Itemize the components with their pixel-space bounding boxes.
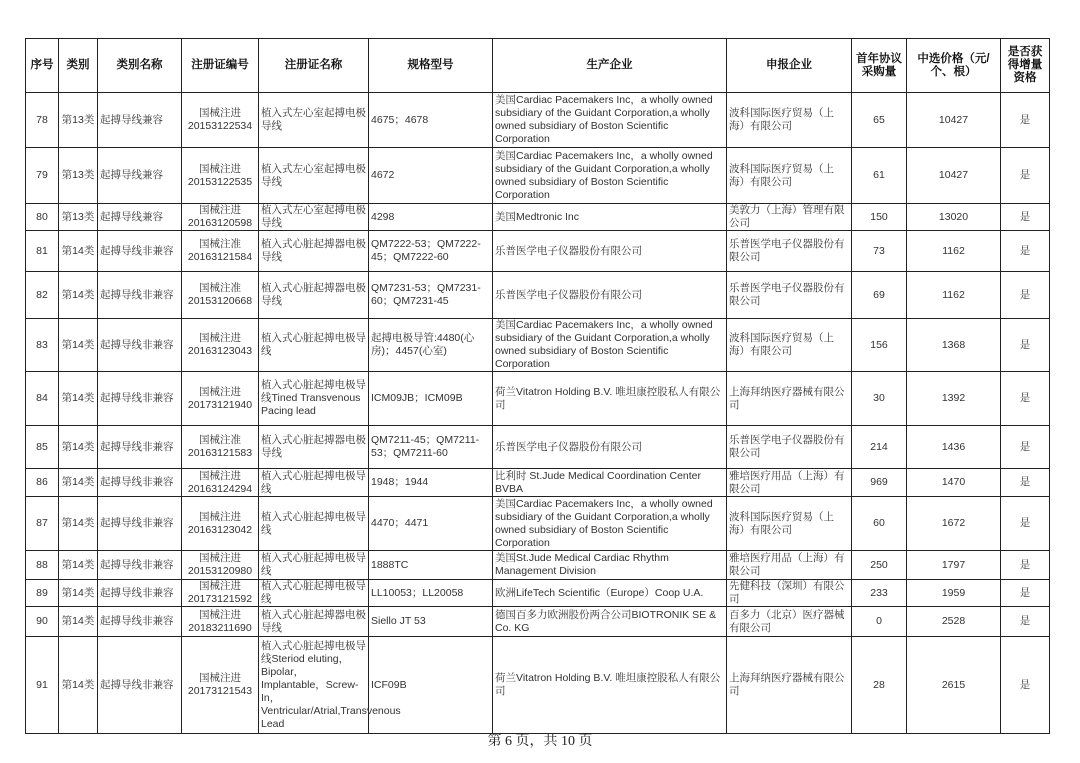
cell-category: 第14类 (59, 231, 98, 272)
cell-model: ICF09B (369, 637, 493, 734)
cell-increment-qualified: 是 (1001, 93, 1050, 148)
cell-reg-number: 国械注进 20173121543 (182, 637, 259, 734)
cell-reg-number: 国械注进 20163124294 (182, 469, 259, 497)
cell-category: 第14类 (59, 551, 98, 580)
cell-reg-number: 国械注进 20163123043 (182, 319, 259, 372)
cell-first-year-volume: 0 (852, 607, 907, 637)
cell-index: 87 (26, 497, 59, 551)
cell-category: 第14类 (59, 426, 98, 469)
cell-reg-number: 国械注进 20173121592 (182, 580, 259, 607)
table-row (26, 580, 1050, 607)
cell-reg-name: 植入式左心室起搏电极导线 (259, 148, 369, 204)
cell-manufacturer: 荷兰Vitatron Holding B.V. 唯坦康控股私人有限公司 (493, 637, 727, 734)
cell-index: 83 (26, 319, 59, 372)
table-row (26, 93, 1050, 148)
cell-increment-qualified: 是 (1001, 319, 1050, 372)
cell-price: 1392 (907, 372, 1001, 426)
cell-increment-qualified: 是 (1001, 204, 1050, 231)
cell-first-year-volume: 156 (852, 319, 907, 372)
cell-first-year-volume: 30 (852, 372, 907, 426)
cell-price: 1672 (907, 497, 1001, 551)
cell-category-name: 起搏导线非兼容 (98, 319, 182, 372)
cell-model: 1948；1944 (369, 469, 493, 497)
header-row (26, 39, 1050, 93)
cell-model: 4672 (369, 148, 493, 204)
cell-category: 第14类 (59, 272, 98, 319)
cell-first-year-volume: 233 (852, 580, 907, 607)
header-first-year-volume: 首年协议采购量 (852, 39, 907, 93)
cell-applicant: 雅培医疗用品（上海）有限公司 (727, 469, 852, 497)
cell-index: 79 (26, 148, 59, 204)
cell-model: 4470；4471 (369, 497, 493, 551)
cell-category-name: 起搏导线非兼容 (98, 637, 182, 734)
cell-first-year-volume: 969 (852, 469, 907, 497)
cell-reg-name: 植入式心脏起搏电极导线 (259, 497, 369, 551)
cell-price: 2528 (907, 607, 1001, 637)
cell-reg-number: 国械注准 20163121583 (182, 426, 259, 469)
cell-first-year-volume: 69 (852, 272, 907, 319)
cell-category-name: 起搏导线非兼容 (98, 272, 182, 319)
cell-applicant: 波科国际医疗贸易（上海）有限公司 (727, 319, 852, 372)
cell-category: 第13类 (59, 148, 98, 204)
cell-increment-qualified: 是 (1001, 637, 1050, 734)
header-model: 规格型号 (369, 39, 493, 93)
cell-index: 82 (26, 272, 59, 319)
cell-increment-qualified: 是 (1001, 469, 1050, 497)
cell-category-name: 起搏导线非兼容 (98, 372, 182, 426)
table-row (26, 204, 1050, 231)
header-manufacturer: 生产企业 (493, 39, 727, 93)
table-row (26, 497, 1050, 551)
cell-price: 2615 (907, 637, 1001, 734)
cell-category: 第14类 (59, 319, 98, 372)
cell-manufacturer: 乐普医学电子仪器股份有限公司 (493, 426, 727, 469)
cell-reg-number: 国械注进 20153120980 (182, 551, 259, 580)
cell-model: Siello JT 53 (369, 607, 493, 637)
table-row (26, 426, 1050, 469)
cell-reg-number: 国械注进 20153122535 (182, 148, 259, 204)
cell-increment-qualified: 是 (1001, 148, 1050, 204)
cell-manufacturer: 美国Cardiac Pacemakers Inc，a wholly owned subsidiary of the Guidant Corporation,a wholly owned subsidiary of Boston Scientific Corporation (493, 319, 727, 372)
cell-model: QM7231-53；QM7231-60；QM7231-45 (369, 272, 493, 319)
cell-category: 第13类 (59, 93, 98, 148)
cell-applicant: 波科国际医疗贸易（上海）有限公司 (727, 148, 852, 204)
cell-category-name: 起搏导线非兼容 (98, 497, 182, 551)
cell-category: 第14类 (59, 607, 98, 637)
table-row (26, 272, 1050, 319)
cell-index: 85 (26, 426, 59, 469)
cell-index: 81 (26, 231, 59, 272)
table-row (26, 637, 1050, 734)
cell-index: 88 (26, 551, 59, 580)
cell-first-year-volume: 61 (852, 148, 907, 204)
table-row (26, 607, 1050, 637)
cell-reg-name: 植入式心脏起搏电极导线 (259, 551, 369, 580)
cell-category: 第14类 (59, 637, 98, 734)
cell-applicant: 雅培医疗用品（上海）有限公司 (727, 551, 852, 580)
header-reg-name: 注册证名称 (259, 39, 369, 93)
cell-model: 1888TC (369, 551, 493, 580)
cell-model: LL10053；LL20058 (369, 580, 493, 607)
cell-reg-name: 植入式心脏起搏电极导线 (259, 469, 369, 497)
procurement-table (25, 38, 1050, 734)
cell-applicant: 上海拜纳医疗器械有限公司 (727, 372, 852, 426)
cell-reg-number: 国械注进 20163120598 (182, 204, 259, 231)
cell-manufacturer: 乐普医学电子仪器股份有限公司 (493, 272, 727, 319)
cell-reg-number: 国械注准 20163121584 (182, 231, 259, 272)
cell-applicant: 百多力（北京）医疗器械有限公司 (727, 607, 852, 637)
cell-increment-qualified: 是 (1001, 580, 1050, 607)
cell-reg-name: 植入式心脏起搏器电极导线 (259, 607, 369, 637)
cell-price: 1368 (907, 319, 1001, 372)
cell-manufacturer: 比利时 St.Jude Medical Coordination Center BVBA (493, 469, 727, 497)
cell-category: 第14类 (59, 372, 98, 426)
cell-category: 第14类 (59, 469, 98, 497)
cell-increment-qualified: 是 (1001, 372, 1050, 426)
cell-index: 89 (26, 580, 59, 607)
cell-increment-qualified: 是 (1001, 231, 1050, 272)
cell-applicant: 波科国际医疗贸易（上海）有限公司 (727, 497, 852, 551)
cell-price: 10427 (907, 148, 1001, 204)
cell-first-year-volume: 250 (852, 551, 907, 580)
cell-applicant: 乐普医学电子仪器股份有限公司 (727, 231, 852, 272)
cell-category-name: 起搏导线非兼容 (98, 426, 182, 469)
header-price: 中选价格（元/个、根） (907, 39, 1001, 93)
cell-category-name: 起搏导线兼容 (98, 204, 182, 231)
cell-first-year-volume: 60 (852, 497, 907, 551)
cell-first-year-volume: 28 (852, 637, 907, 734)
cell-model: QM7211-45；QM7211-53；QM7211-60 (369, 426, 493, 469)
cell-applicant: 乐普医学电子仪器股份有限公司 (727, 272, 852, 319)
cell-manufacturer: 美国Medtronic Inc (493, 204, 727, 231)
header-index: 序号 (26, 39, 59, 93)
cell-reg-name: 植入式左心室起搏电极导线 (259, 93, 369, 148)
cell-price: 1436 (907, 426, 1001, 469)
cell-model: ICM09JB；ICM09B (369, 372, 493, 426)
cell-reg-name: 植入式心脏起搏器电极导线 (259, 272, 369, 319)
header-applicant: 申报企业 (727, 39, 852, 93)
cell-reg-number: 国械注准 20153120668 (182, 272, 259, 319)
cell-manufacturer: 乐普医学电子仪器股份有限公司 (493, 231, 727, 272)
cell-reg-name: 植入式左心室起搏电极导线 (259, 204, 369, 231)
cell-reg-name: 植入式心脏起搏电极导线Steriod eluting，Bipolar，Implantable，Screw-In，Ventricular/Atrial,Transvenous Lead (259, 637, 369, 734)
cell-manufacturer: 欧洲LifeTech Scientific（Europe）Coop U.A. (493, 580, 727, 607)
cell-index: 80 (26, 204, 59, 231)
cell-price: 1959 (907, 580, 1001, 607)
cell-price: 1797 (907, 551, 1001, 580)
cell-reg-name: 植入式心脏起搏器电极导线 (259, 426, 369, 469)
cell-reg-name: 植入式心脏起搏电极导线 (259, 319, 369, 372)
cell-category-name: 起搏导线非兼容 (98, 231, 182, 272)
header-category-name: 类别名称 (98, 39, 182, 93)
cell-price: 10427 (907, 93, 1001, 148)
cell-price: 1162 (907, 272, 1001, 319)
cell-index: 84 (26, 372, 59, 426)
cell-applicant: 上海拜纳医疗器械有限公司 (727, 637, 852, 734)
header-reg-number: 注册证编号 (182, 39, 259, 93)
cell-index: 86 (26, 469, 59, 497)
cell-reg-number: 国械注进 20183211690 (182, 607, 259, 637)
cell-reg-number: 国械注进 20163123042 (182, 497, 259, 551)
cell-model: QM7222-53；QM7222-45；QM7222-60 (369, 231, 493, 272)
table-row (26, 469, 1050, 497)
cell-price: 13020 (907, 204, 1001, 231)
cell-index: 91 (26, 637, 59, 734)
cell-applicant: 波科国际医疗贸易（上海）有限公司 (727, 93, 852, 148)
cell-index: 90 (26, 607, 59, 637)
cell-reg-name: 植入式心脏起搏电极导线Tined Transvenous Pacing lead (259, 372, 369, 426)
cell-increment-qualified: 是 (1001, 272, 1050, 319)
cell-applicant: 先健科技（深圳）有限公司 (727, 580, 852, 607)
cell-applicant: 乐普医学电子仪器股份有限公司 (727, 426, 852, 469)
cell-reg-number: 国械注进 20173121940 (182, 372, 259, 426)
header-increment-qualified: 是否获得增量资格 (1001, 39, 1050, 93)
cell-reg-name: 植入式心脏起搏电极导线 (259, 580, 369, 607)
cell-price: 1470 (907, 469, 1001, 497)
cell-model: 起搏电极导管:4480(心房)；4457(心室) (369, 319, 493, 372)
cell-manufacturer: 荷兰Vitatron Holding B.V. 唯坦康控股私人有限公司 (493, 372, 727, 426)
header-category: 类别 (59, 39, 98, 93)
cell-category-name: 起搏导线兼容 (98, 93, 182, 148)
cell-first-year-volume: 150 (852, 204, 907, 231)
cell-applicant: 美敦力（上海）管理有限公司 (727, 204, 852, 231)
cell-price: 1162 (907, 231, 1001, 272)
cell-reg-name: 植入式心脏起搏器电极导线 (259, 231, 369, 272)
cell-category: 第13类 (59, 204, 98, 231)
cell-category: 第14类 (59, 497, 98, 551)
table-row (26, 372, 1050, 426)
cell-increment-qualified: 是 (1001, 551, 1050, 580)
cell-manufacturer: 德国百多力欧洲股份两合公司BIOTRONIK SE & Co. KG (493, 607, 727, 637)
page-footer: 第 6 页，共 10 页 (487, 734, 593, 749)
cell-model: 4298 (369, 204, 493, 231)
cell-category: 第14类 (59, 580, 98, 607)
cell-first-year-volume: 73 (852, 231, 907, 272)
cell-manufacturer: 美国Cardiac Pacemakers Inc，a wholly owned subsidiary of the Guidant Corporation,a wholly owned subsidiary of Boston Scientific Corporation (493, 93, 727, 148)
table-row (26, 148, 1050, 204)
cell-increment-qualified: 是 (1001, 497, 1050, 551)
cell-manufacturer: 美国Cardiac Pacemakers Inc，a wholly owned subsidiary of the Guidant Corporation,a wholly owned subsidiary of Boston Scientific Corporation (493, 497, 727, 551)
cell-category-name: 起搏导线非兼容 (98, 469, 182, 497)
cell-first-year-volume: 214 (852, 426, 907, 469)
table-row (26, 551, 1050, 580)
cell-first-year-volume: 65 (852, 93, 907, 148)
table-row (26, 231, 1050, 272)
cell-category-name: 起搏导线非兼容 (98, 551, 182, 580)
cell-category-name: 起搏导线兼容 (98, 148, 182, 204)
cell-category-name: 起搏导线非兼容 (98, 607, 182, 637)
cell-increment-qualified: 是 (1001, 607, 1050, 637)
cell-category-name: 起搏导线非兼容 (98, 580, 182, 607)
cell-model: 4675；4678 (369, 93, 493, 148)
table-row (26, 319, 1050, 372)
cell-manufacturer: 美国Cardiac Pacemakers Inc，a wholly owned subsidiary of the Guidant Corporation,a wholly owned subsidiary of Boston Scientific Corporation (493, 148, 727, 204)
cell-increment-qualified: 是 (1001, 426, 1050, 469)
cell-reg-number: 国械注进 20153122534 (182, 93, 259, 148)
cell-manufacturer: 美国St.Jude Medical Cardiac Rhythm Management Division (493, 551, 727, 580)
cell-index: 78 (26, 93, 59, 148)
